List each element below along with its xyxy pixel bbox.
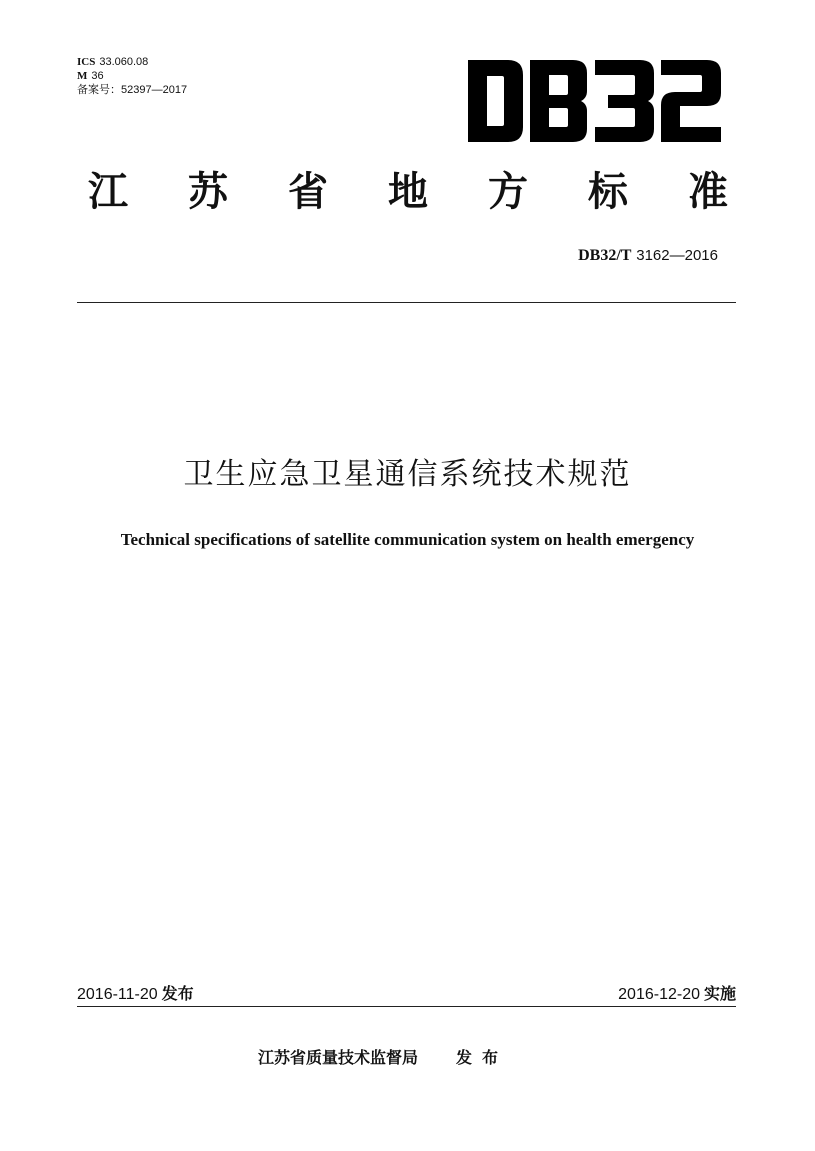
- implementation-date: [618, 982, 736, 1007]
- release-date: [77, 982, 194, 1007]
- standard-number-value: 3162—2016: [636, 247, 718, 264]
- ics-label: ICS: [77, 56, 96, 68]
- standard-type-char: 准: [688, 169, 728, 215]
- document-title-english: Technical specifications of satellite communication system on health emergency: [120, 530, 695, 549]
- standard-type-char: 江: [88, 169, 128, 215]
- footer-divider: [77, 1006, 736, 1007]
- issuer-name: 江苏省质量技术监督局: [258, 1048, 419, 1067]
- standard-number: [578, 244, 718, 267]
- db32-logo: [468, 60, 721, 142]
- standard-type-char: 省: [288, 169, 328, 215]
- ics-code: [77, 55, 187, 69]
- standard-type-char: 地: [388, 169, 428, 215]
- implementation-label: 实施: [703, 984, 736, 1003]
- issuer-action: 发布: [456, 1048, 509, 1067]
- release-label: 发布: [161, 984, 194, 1003]
- standard-type-char: 标: [588, 169, 628, 215]
- document-title-chinese: 卫生应急卫星通信系统技术规范: [183, 457, 632, 492]
- ics-value: 33.060.08: [99, 56, 149, 68]
- standard-number-prefix: DB32/T: [578, 247, 632, 264]
- classification-label: M: [77, 70, 88, 82]
- implementation-date-value: 2016-12-20: [618, 986, 700, 1003]
- standard-type-char: 苏: [188, 169, 228, 215]
- classification-code: [77, 69, 187, 83]
- classification-value: 36: [91, 70, 104, 82]
- issuing-authority: [258, 1046, 508, 1070]
- release-date-value: 2016-11-20: [77, 986, 158, 1003]
- standard-type-title: [88, 162, 728, 222]
- header-divider: [77, 302, 736, 303]
- filing-number: 备案号：52397—2017: [77, 84, 188, 96]
- standard-type-char: 方: [488, 169, 528, 215]
- document-meta: [77, 55, 187, 97]
